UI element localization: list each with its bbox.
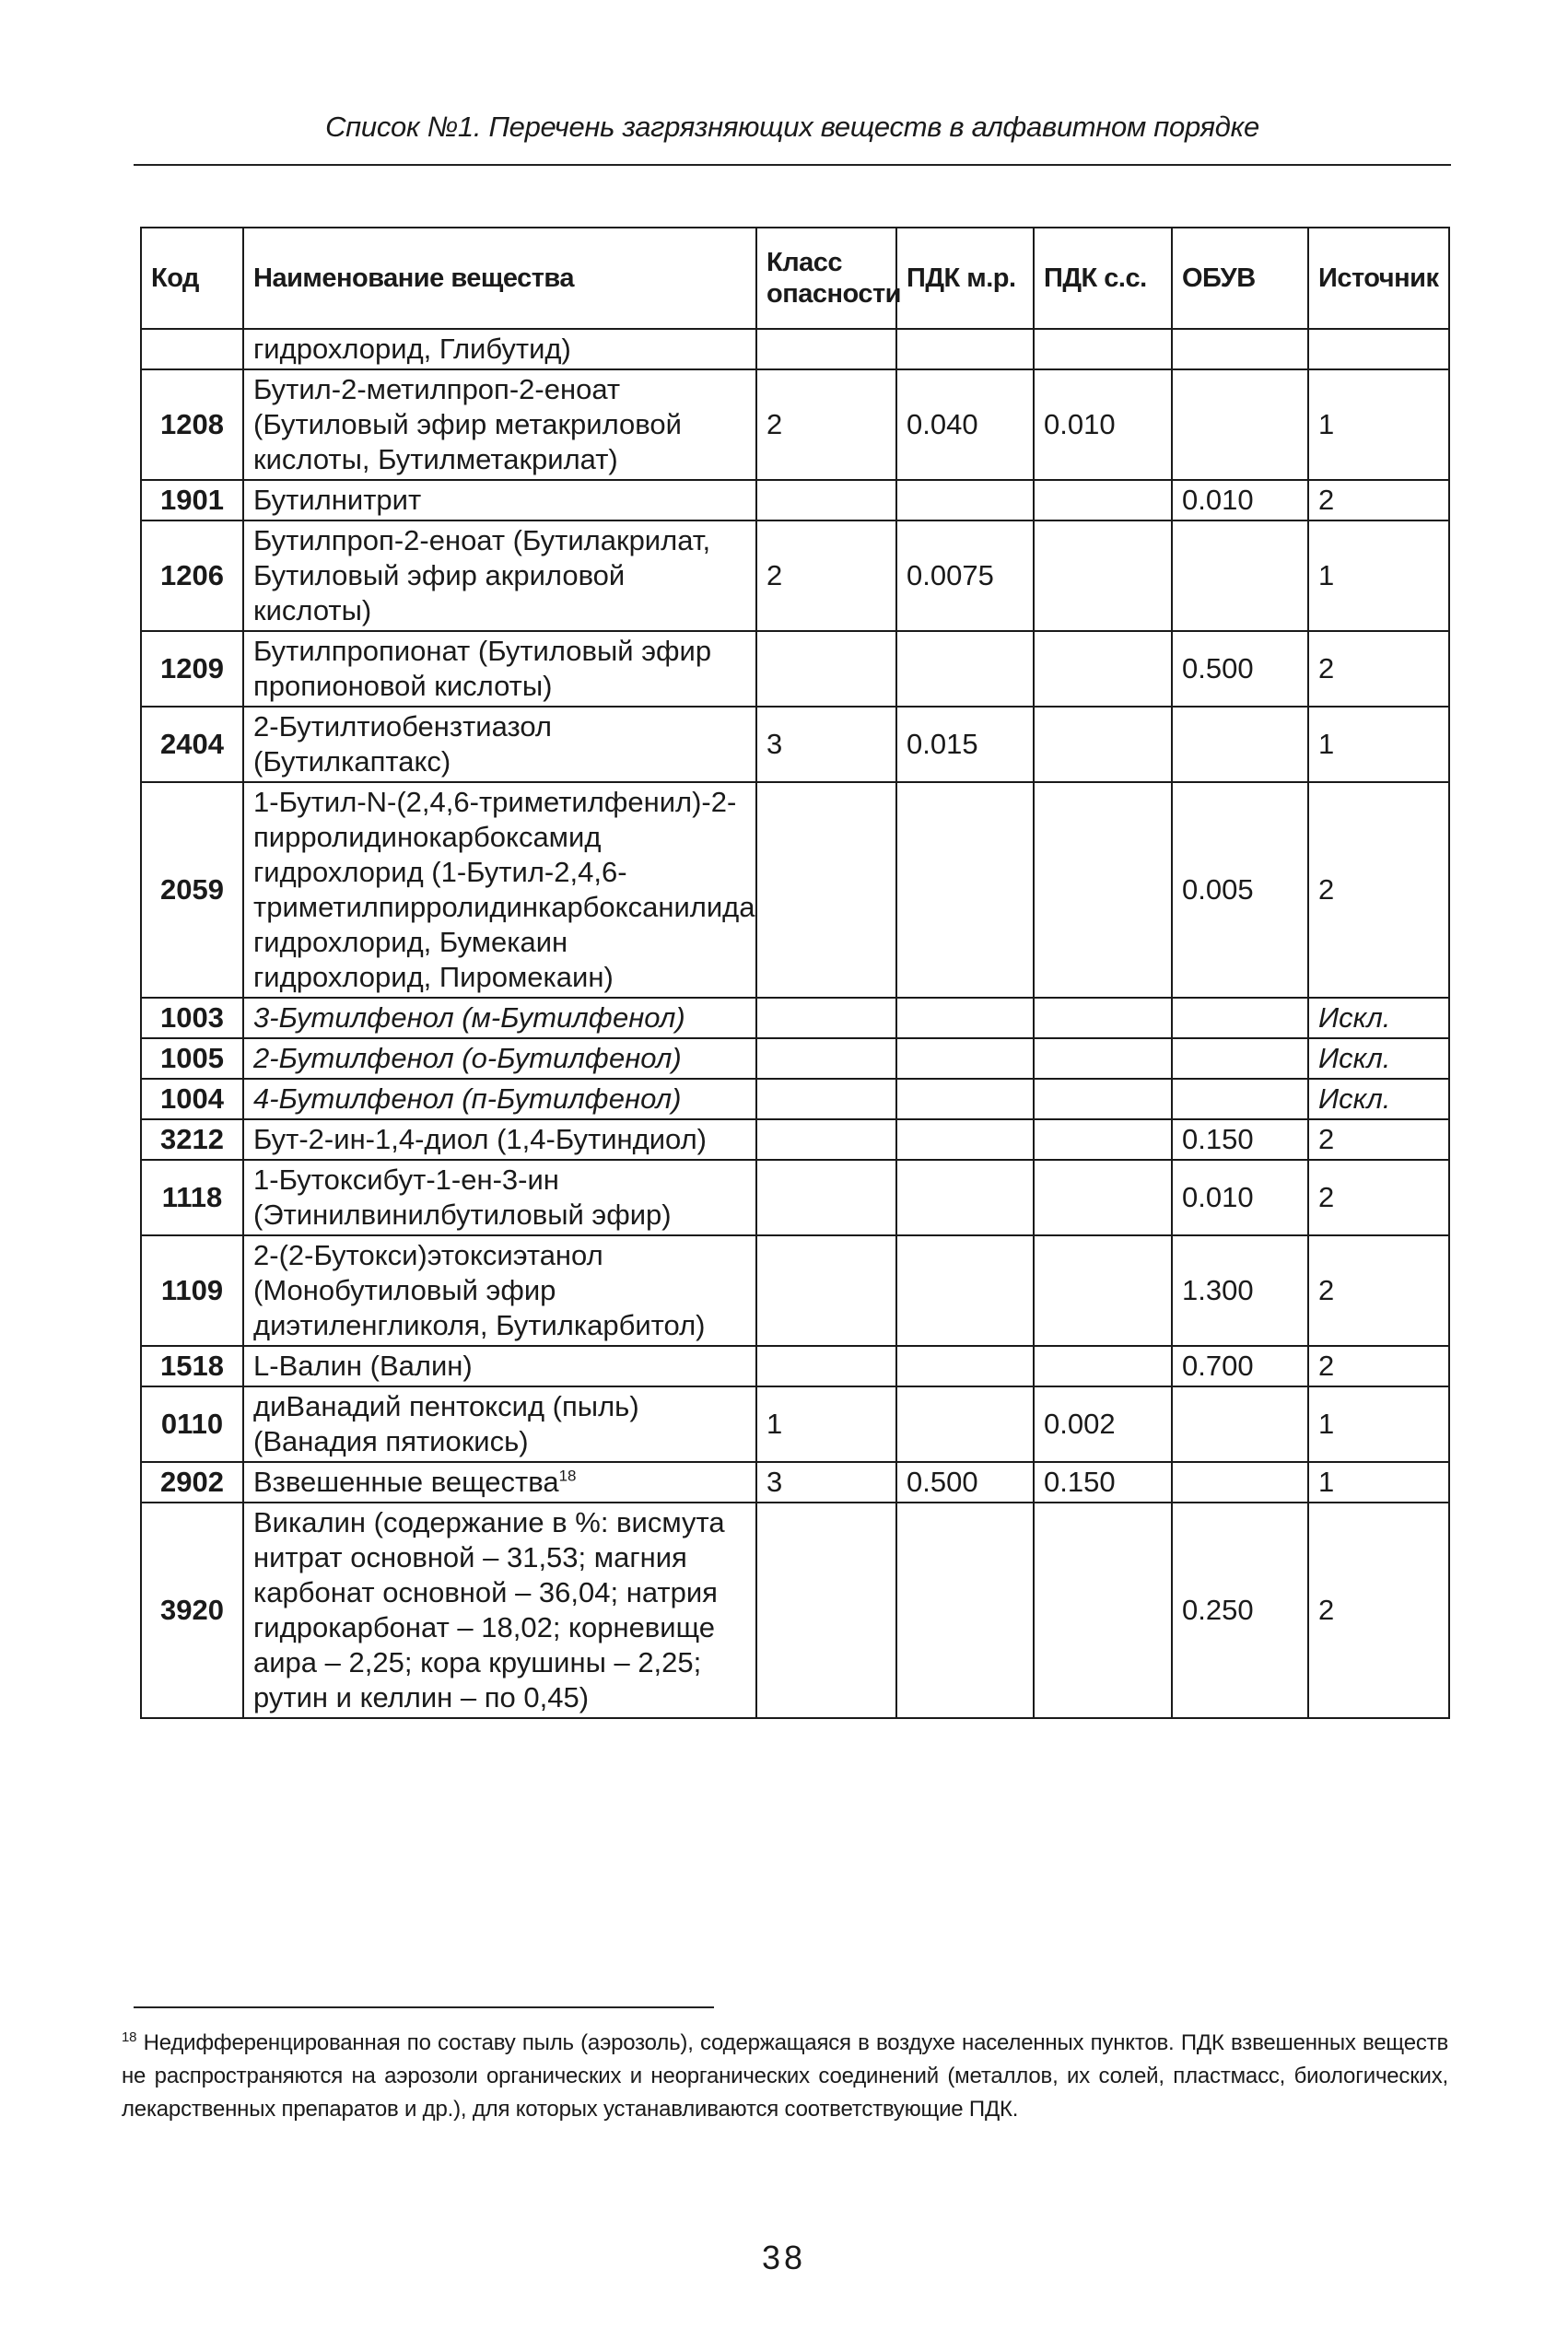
cell-obuv-text: 0.250 — [1182, 1594, 1254, 1626]
cell-code — [141, 1079, 243, 1119]
cell-code — [141, 631, 243, 707]
table-row — [141, 369, 1449, 480]
cell-source — [1308, 369, 1449, 480]
cell-hazard-class — [756, 631, 896, 707]
cell-name-text: Взвешенные вещества — [253, 1466, 559, 1498]
cell-pdk-ss — [1034, 329, 1172, 369]
column-header-source: Источник — [1308, 228, 1449, 329]
cell-pdk-ss — [1034, 480, 1172, 520]
cell-code — [141, 1235, 243, 1346]
cell-pdk-ss — [1034, 707, 1172, 782]
cell-name-text: L-Валин (Валин) — [253, 1350, 473, 1382]
cell-name — [243, 1160, 756, 1235]
cell-source-text: 2 — [1318, 484, 1335, 516]
cell-code-text: 2902 — [160, 1466, 224, 1498]
cell-pdk-mr-text: 0.0075 — [907, 559, 994, 591]
cell-hazard-class — [756, 1160, 896, 1235]
cell-name-text: 2-Бутилфенол (о-Бутилфенол) — [253, 1042, 682, 1074]
cell-obuv — [1172, 329, 1308, 369]
cell-code-text: 1109 — [160, 1274, 224, 1306]
cell-obuv — [1172, 1160, 1308, 1235]
cell-name — [243, 1462, 756, 1503]
cell-name — [243, 998, 756, 1038]
page-number: 38 — [761, 2239, 807, 2276]
cell-obuv — [1172, 1079, 1308, 1119]
cell-pdk-mr — [896, 1119, 1034, 1160]
cell-pdk-ss — [1034, 1346, 1172, 1386]
cell-pdk-mr — [896, 520, 1034, 631]
cell-obuv — [1172, 1119, 1308, 1160]
cell-pdk-ss — [1034, 369, 1172, 480]
table-header-row — [141, 228, 1449, 329]
table-row — [141, 1079, 1449, 1119]
column-header-pdk-mr: ПДК м.р. — [896, 228, 1034, 329]
cell-source — [1308, 631, 1449, 707]
cell-hazard-class — [756, 707, 896, 782]
cell-obuv-text: 1.300 — [1182, 1274, 1254, 1306]
cell-pdk-mr — [896, 782, 1034, 998]
cell-code-text: 1209 — [160, 652, 224, 684]
cell-source-text: 2 — [1318, 1350, 1335, 1382]
cell-name-text: Викалин (содержание в %: висмута нитрат основной – 31,53; магния карбонат основной – 36,04; натрия гидрокарбонат – 18,02; корневище аира – 2,25; кора крушины – 2,25; рутин и келлин – по 0,45) — [253, 1506, 725, 1713]
cell-source-text: 2 — [1318, 1123, 1335, 1155]
column-header-obuv: ОБУВ — [1172, 228, 1308, 329]
cell-hazard-class — [756, 329, 896, 369]
cell-hazard-class — [756, 782, 896, 998]
cell-obuv-text: 0.500 — [1182, 652, 1254, 684]
cell-obuv — [1172, 631, 1308, 707]
running-header: Список №1. Перечень загрязняющих веществ в алфавитном порядке — [325, 111, 1259, 143]
cell-pdk-mr-text: 0.500 — [907, 1466, 978, 1498]
cell-source — [1308, 329, 1449, 369]
cell-name-text: диВанадий пентоксид (пыль) (Ванадия пятиокись) — [253, 1390, 639, 1457]
cell-obuv-text: 0.150 — [1182, 1123, 1254, 1155]
table-row — [141, 1346, 1449, 1386]
cell-hazard-class-text: 2 — [766, 408, 783, 440]
cell-obuv — [1172, 1386, 1308, 1462]
cell-pdk-mr — [896, 707, 1034, 782]
cell-pdk-ss — [1034, 631, 1172, 707]
cell-pdk-mr — [896, 1079, 1034, 1119]
cell-pdk-ss-text: 0.150 — [1044, 1466, 1116, 1498]
cell-name-text: 4-Бутилфенол (п-Бутилфенол) — [253, 1082, 682, 1115]
table-row — [141, 1462, 1449, 1503]
cell-obuv — [1172, 520, 1308, 631]
cell-hazard-class — [756, 1386, 896, 1462]
cell-obuv-text: 0.010 — [1182, 484, 1254, 516]
table-row — [141, 707, 1449, 782]
cell-pdk-mr-text: 0.015 — [907, 728, 978, 760]
cell-hazard-class — [756, 480, 896, 520]
header-divider — [134, 164, 1451, 166]
cell-pdk-mr — [896, 480, 1034, 520]
cell-source-text: Искл. — [1318, 1082, 1391, 1115]
cell-pdk-mr — [896, 329, 1034, 369]
cell-code-text: 2404 — [160, 728, 224, 760]
table-row — [141, 1038, 1449, 1079]
table-row — [141, 998, 1449, 1038]
cell-name — [243, 369, 756, 480]
cell-pdk-ss — [1034, 520, 1172, 631]
cell-obuv — [1172, 1462, 1308, 1503]
cell-hazard-class-text: 1 — [766, 1408, 783, 1440]
cell-pdk-ss — [1034, 782, 1172, 998]
cell-code — [141, 1462, 243, 1503]
cell-code-text: 3920 — [160, 1594, 224, 1626]
cell-code — [141, 998, 243, 1038]
cell-name-text: Бут-2-ин-1,4-диол (1,4-Бутиндиол) — [253, 1123, 708, 1155]
footnote-divider — [134, 2006, 714, 2008]
cell-obuv — [1172, 707, 1308, 782]
cell-obuv-text: 0.700 — [1182, 1350, 1254, 1382]
cell-name-text: 1-Бутил-N-(2,4,6-триметилфенил)-2-пирролидинокарбоксамид гидрохлорид (1-Бутил-2,4,6-триметилпирролидинкарбоксанилида гидрохлорид, Бумекаин гидрохлорид, Пиромекаин) — [253, 786, 755, 993]
cell-pdk-ss — [1034, 1079, 1172, 1119]
cell-name-text: 2-(2-Бутокси)этоксиэтанол (Монобутиловый эфир диэтиленгликоля, Бутилкарбитол) — [253, 1239, 706, 1341]
cell-pdk-mr — [896, 369, 1034, 480]
cell-hazard-class-text: 3 — [766, 728, 783, 760]
cell-pdk-ss — [1034, 1462, 1172, 1503]
table-row — [141, 1235, 1449, 1346]
cell-hazard-class — [756, 1079, 896, 1119]
cell-code-text: 0110 — [160, 1408, 224, 1440]
cell-name — [243, 1119, 756, 1160]
table-row — [141, 520, 1449, 631]
cell-hazard-class — [756, 1038, 896, 1079]
cell-source — [1308, 520, 1449, 631]
footnote-text: Недифференцированная по составу пыль (аэрозоль), содержащаяся в воздухе населенных пунктов. ПДК взвешенных веществ не распространяются на аэрозоли органических и неорганических соединений (металлов, их солей, пластмасс, биологических, лекарственных препаратов и др.), для которых устанавливаются соответствующие ПДК. — [122, 2030, 1448, 2122]
cell-code — [141, 480, 243, 520]
cell-pdk-mr — [896, 998, 1034, 1038]
cell-source — [1308, 1503, 1449, 1718]
cell-code-text: 2059 — [160, 873, 224, 906]
table-row — [141, 480, 1449, 520]
cell-code — [141, 520, 243, 631]
cell-pdk-mr-text: 0.040 — [907, 408, 978, 440]
cell-hazard-class-text: 2 — [766, 559, 783, 591]
cell-source — [1308, 1079, 1449, 1119]
cell-source-text: 2 — [1318, 1274, 1335, 1306]
cell-code — [141, 1119, 243, 1160]
cell-name — [243, 1503, 756, 1718]
cell-hazard-class-text: 3 — [766, 1466, 783, 1498]
cell-obuv — [1172, 998, 1308, 1038]
cell-source-text: 1 — [1318, 728, 1335, 760]
cell-name — [243, 631, 756, 707]
column-header-pdk-ss: ПДК с.с. — [1034, 228, 1172, 329]
cell-obuv — [1172, 1235, 1308, 1346]
cell-pdk-ss — [1034, 1503, 1172, 1718]
cell-source-text: 1 — [1318, 1466, 1335, 1498]
cell-name — [243, 329, 756, 369]
table-row — [141, 1160, 1449, 1235]
cell-code — [141, 1346, 243, 1386]
cell-code-text: 1208 — [160, 408, 224, 440]
footnote-reference: 18 — [558, 1467, 577, 1485]
cell-code — [141, 1503, 243, 1718]
cell-obuv — [1172, 1346, 1308, 1386]
cell-hazard-class — [756, 1346, 896, 1386]
cell-code — [141, 1038, 243, 1079]
cell-code — [141, 1386, 243, 1462]
cell-code-text: 1206 — [160, 559, 224, 591]
column-header-hazard-class: Класс опасности — [756, 228, 896, 329]
cell-hazard-class — [756, 1119, 896, 1160]
cell-source-text: 2 — [1318, 873, 1335, 906]
table-row — [141, 329, 1449, 369]
cell-hazard-class — [756, 369, 896, 480]
cell-source — [1308, 1235, 1449, 1346]
cell-code-text: 1005 — [160, 1042, 224, 1074]
cell-obuv-text: 0.005 — [1182, 873, 1254, 906]
cell-pdk-ss — [1034, 1160, 1172, 1235]
cell-pdk-mr — [896, 1503, 1034, 1718]
substances-table — [140, 227, 1450, 1719]
cell-pdk-ss-text: 0.010 — [1044, 408, 1116, 440]
cell-code — [141, 329, 243, 369]
cell-pdk-mr — [896, 1160, 1034, 1235]
cell-name — [243, 1079, 756, 1119]
cell-name-text: гидрохлорид, Глибутид) — [253, 333, 571, 365]
cell-pdk-mr — [896, 1235, 1034, 1346]
table-row — [141, 1119, 1449, 1160]
cell-name — [243, 1346, 756, 1386]
cell-pdk-ss — [1034, 998, 1172, 1038]
table-body — [141, 329, 1449, 1718]
cell-pdk-mr — [896, 631, 1034, 707]
cell-code-text: 1901 — [160, 484, 224, 516]
cell-obuv — [1172, 782, 1308, 998]
table-row — [141, 1503, 1449, 1718]
cell-source-text: 2 — [1318, 1181, 1335, 1213]
cell-pdk-ss — [1034, 1038, 1172, 1079]
cell-hazard-class — [756, 1503, 896, 1718]
column-header-code: Код — [141, 228, 243, 329]
cell-source — [1308, 1160, 1449, 1235]
cell-name — [243, 1386, 756, 1462]
cell-source — [1308, 998, 1449, 1038]
cell-name — [243, 480, 756, 520]
cell-source-text: 1 — [1318, 559, 1335, 591]
cell-source-text: 1 — [1318, 408, 1335, 440]
cell-source — [1308, 1038, 1449, 1079]
cell-name-text: Бутил-2-метилпроп-2-еноат (Бутиловый эфир метакриловой кислоты, Бутилметакрилат) — [253, 373, 682, 475]
cell-obuv — [1172, 1503, 1308, 1718]
table-row — [141, 782, 1449, 998]
table-row — [141, 1386, 1449, 1462]
cell-hazard-class — [756, 520, 896, 631]
cell-hazard-class — [756, 1235, 896, 1346]
cell-name — [243, 520, 756, 631]
table-row — [141, 631, 1449, 707]
cell-source — [1308, 782, 1449, 998]
footnote — [122, 2027, 1448, 2126]
cell-obuv-text: 0.010 — [1182, 1181, 1254, 1213]
cell-code-text: 1003 — [160, 1001, 224, 1034]
cell-name — [243, 782, 756, 998]
cell-code-text: 1518 — [160, 1350, 224, 1382]
cell-source-text: Искл. — [1318, 1042, 1391, 1074]
cell-name — [243, 707, 756, 782]
cell-name-text: Бутилпроп-2-еноат (Бутилакрилат, Бутиловый эфир акриловой кислоты) — [253, 524, 711, 626]
cell-pdk-ss — [1034, 1235, 1172, 1346]
column-header-name: Наименование вещества — [243, 228, 756, 329]
cell-code-text: 1004 — [160, 1082, 224, 1115]
cell-source — [1308, 1346, 1449, 1386]
cell-name-text: 1-Бутоксибут-1-ен-3-ин (Этинилвинилбутиловый эфир) — [253, 1164, 672, 1231]
cell-source — [1308, 480, 1449, 520]
cell-hazard-class — [756, 998, 896, 1038]
cell-source-text: 1 — [1318, 1408, 1335, 1440]
cell-pdk-mr — [896, 1346, 1034, 1386]
cell-obuv — [1172, 1038, 1308, 1079]
cell-source — [1308, 1462, 1449, 1503]
cell-name — [243, 1038, 756, 1079]
cell-code — [141, 782, 243, 998]
cell-name — [243, 1235, 756, 1346]
cell-obuv — [1172, 369, 1308, 480]
cell-pdk-mr — [896, 1462, 1034, 1503]
cell-code — [141, 707, 243, 782]
cell-name-text: 2-Бутилтиобензтиазол (Бутилкаптакс) — [253, 710, 552, 778]
cell-code-text: 1118 — [161, 1181, 223, 1213]
cell-pdk-mr — [896, 1038, 1034, 1079]
cell-pdk-ss-text: 0.002 — [1044, 1408, 1116, 1440]
cell-code — [141, 1160, 243, 1235]
footnote-marker: 18 — [122, 2029, 137, 2045]
cell-name-text: 3-Бутилфенол (м-Бутилфенол) — [253, 1001, 685, 1034]
cell-name-text: Бутилпропионат (Бутиловый эфир пропионовой кислоты) — [253, 635, 712, 702]
cell-pdk-ss — [1034, 1386, 1172, 1462]
cell-source-text: 2 — [1318, 652, 1335, 684]
cell-pdk-mr — [896, 1386, 1034, 1462]
cell-source — [1308, 1119, 1449, 1160]
cell-source — [1308, 1386, 1449, 1462]
cell-source-text: Искл. — [1318, 1001, 1391, 1034]
cell-code — [141, 369, 243, 480]
cell-source-text: 2 — [1318, 1594, 1335, 1626]
cell-pdk-ss — [1034, 1119, 1172, 1160]
cell-name-text: Бутилнитрит — [253, 484, 422, 516]
cell-code-text: 3212 — [160, 1123, 224, 1155]
cell-source — [1308, 707, 1449, 782]
cell-obuv — [1172, 480, 1308, 520]
cell-hazard-class — [756, 1462, 896, 1503]
